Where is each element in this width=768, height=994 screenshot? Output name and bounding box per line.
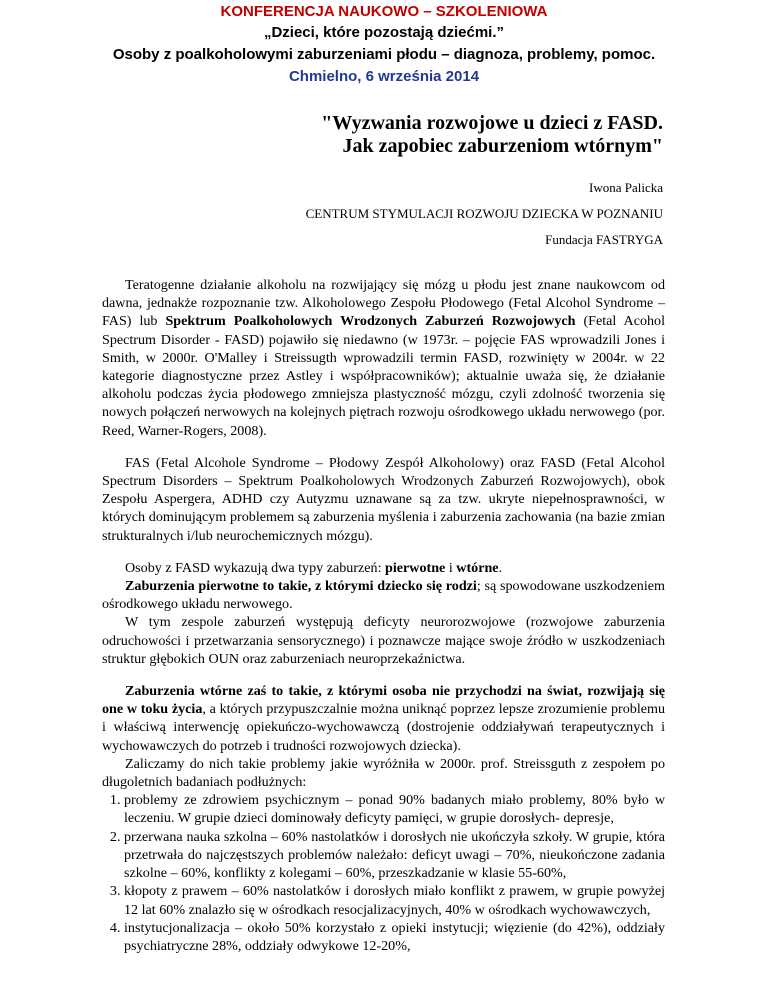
conference-subtitle: „Dzieci, które pozostają dziećmi.” — [263, 24, 505, 41]
paper-title-line-2: Jak zapobiec zaburzeniom wtórnym" — [342, 135, 663, 157]
paragraph-5: W tym zespole zaburzeń występują deficyty neurorozwojowe (rozwojowe zaburzenia odruchowości i przetwarzania sensorycznego) i poznawcze mające swoje źródło w uszkodzeniach struktur głębokich OUN oraz zaburzeniach neuroprzekaźnictwa. — [102, 614, 665, 667]
author-affiliation: CENTRUM STYMULACJI ROZWOJU DZIECKA W POZNANIU — [305, 206, 663, 221]
conference-header — [0, 0, 768, 88]
list-item: 2. przerwana nauka szkolna – 60% nastolatków i dorosłych nie ukończyła szkoły. W grupie, która przetrwała do najczęstszych problemów należało: deficyt uwagi – 70%, nieukończone zadania szkolne – 60%, konflikty z kolegami – 60%, przeszkadzanie w klasie 55-60%, — [124, 828, 665, 883]
paper-title-line-1: "Wyzwania rozwojowe u dzieci z FASD. — [321, 112, 663, 134]
list-item: 1. problemy ze zdrowiem psychicznym – ponad 90% badanych miało problemy, 80% było w leczeniu. W grupie dzieci dominowały deficyty pamięci, w grupie dorosłych- depresje, — [124, 791, 665, 827]
paper-title — [0, 112, 663, 158]
paragraph-4: Zaburzenia pierwotne to takie, z którymi dziecko się rodzi; są spowodowane uszkodzeniem ośrodkowego układu nerwowego. — [102, 578, 665, 613]
paragraph-6: Zaburzenia wtórne zaś to takie, z którymi osoba nie przychodzi na świat, rozwijają się one w toku życia, a których przypuszczalnie można uniknąć poprzez lepsze zrozumienie problemu i właściwą interwencję opiekuńczo-wychowawczą (dostrojenie oddziaływań terapeutycznych i wychowawczych do potrzeb i trudności rozwojowych dziecka). — [102, 683, 665, 754]
conference-place-date: Chmielno, 6 września 2014 — [288, 68, 480, 85]
author-name: Iwona Palicka — [588, 180, 663, 195]
paragraph-3: Osoby z FASD wykazują dwa typy zaburzeń: pierwotne i wtórne. — [125, 559, 503, 576]
list-item: 4. instytucjonalizacja – około 50% korzystało z opieki instytucji; więzienie (do 42%), oddziały psychiatryczne 28%, oddziały odwykowe 12-20%, — [124, 919, 665, 955]
conference-topic: Osoby z poalkoholowymi zaburzeniami płodu – diagnoza, problemy, pomoc. — [112, 46, 656, 63]
conference-title: KONFERENCJA NAUKOWO – SZKOLENIOWA — [220, 3, 548, 20]
article-body — [102, 276, 665, 955]
consequences-list — [102, 791, 665, 955]
paragraph-1: Teratogenne działanie alkoholu na rozwijający się mózg u płodu jest znane naukowcom od dawna, jednakże rozpoznanie tzw. Alkoholowego Zespołu Płodowego (Fetal Alcohol Syndrome – FAS) lub Spektrum Poalkoholowych Wrodzonych Zaburzeń Rozwojowych (Fetal Acohol Spectrum Disorder - FASD) pojawiło się niedawno (w 1973r. – pojęcie FAS wprowadzili Jones i Smith, w 2000r. O'Malley i Streissugth wprowadzili termin FASD, rozwinięty w 2004r. w 22 kategorie diagnostyczne przez Astley i współpracowników); aktualnie uważa się, że działanie alkoholu podczas życia płodowego zmniejsza plastyczność mózgu, czyli zdolność tworzenia się nowych połączeń nerwowych na kolejnych piętrach rozwoju ośrodkowego układu nerwowego (por. Reed, Warner-Rogers, 2008). — [102, 277, 666, 439]
author-foundation: Fundacja FASTRYGA — [545, 232, 663, 247]
paragraph-7: Zaliczamy do nich takie problemy jakie wyróżniła w 2000r. prof. Streissguth z zespołem po długoletnich badaniach podłużnych: — [102, 755, 665, 791]
paper-meta — [0, 180, 663, 248]
paragraph-2: FAS (Fetal Alcohole Syndrome – Płodowy Zespół Alkoholowy) oraz FASD (Fetal Alcohol Spectrum Disorders – Spektrum Poalkoholowych Wrodzonych Zaburzeń Rozwojowych), obok Zespołu Aspergera, ADHD czy Autyzmu uznawane są za tzw. ukryte niepełnosprawności, w których dominującym problemem są zaburzenia myślenia i zaburzenia zachowania (na bazie zmian strukturalnych i/lub neurochemicznych mózgu). — [102, 454, 665, 544]
list-item: 3. kłopoty z prawem – 60% nastolatków i dorosłych miało konflikt z prawem, w grupie powyżej 12 lat 60% znalazło się w ośrodkach resocjalizacyjnych, 40% w ośrodkach wychowawczych, — [124, 882, 665, 918]
